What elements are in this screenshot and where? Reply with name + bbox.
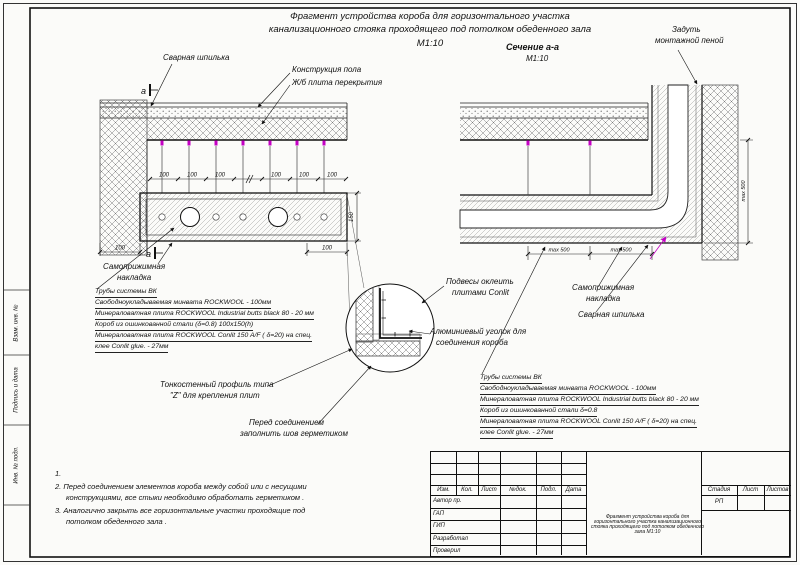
label-angle-line1: Алюминиевый уголок для: [430, 327, 527, 336]
tb-col-kol: Кол.: [461, 486, 473, 493]
dim-label: max 500: [548, 247, 570, 254]
dim-label: 100: [326, 172, 338, 179]
section-scale: М1:10: [526, 54, 549, 63]
spec-left-line: Свободноукладываемая минвата ROCKWOOL - 100мм: [95, 300, 271, 309]
side-strip-podpis: [4, 355, 30, 425]
tb-role-razrabotal: Разработал: [433, 535, 468, 542]
spec-right-line: Минераловатная плита ROCKWOOL Conlit 150 A/F ( δ=20) на спец.: [480, 419, 697, 428]
dim-label: 100: [158, 172, 170, 179]
spec-right-line: Минераловатная плита ROCKWOOL Industrial butts black 80 - 20 мм: [480, 397, 699, 406]
label-foam-line1: Задуть: [672, 25, 701, 34]
spec-right-line: клее Conlit glue. - 27мм: [480, 430, 553, 439]
drawing-title-line1: Фрагмент устройства короба для горизонтального участка: [290, 11, 570, 22]
tb-role-avtor: Автор пр.: [433, 498, 462, 505]
spec-right-line: Свободноукладываемая минвата ROCKWOOL - 100мм: [480, 386, 656, 395]
label-sealant-line1: Перед соединением: [249, 418, 324, 427]
note-line: 2. Перед соединением элементов короба между собой или с несущими: [55, 482, 307, 491]
label-angle-line2: соединения короба: [436, 338, 508, 347]
label-weld-stud-left: Сварная шпилька: [163, 53, 230, 62]
note-line: конструкциями, все стыки необходимо обработать герметиком .: [66, 493, 305, 502]
label-clamp-right-line2: накладка: [586, 294, 621, 303]
dim-label: 100: [298, 172, 310, 179]
side-strip-podpis-label: Подпись и дата: [14, 367, 21, 413]
tb-col-ndok: №док.: [509, 486, 527, 493]
note-line: 1.: [55, 469, 62, 478]
spec-right-line: Короб из ошинкованной стали δ=0.8: [480, 408, 597, 417]
label-clamp-right-line1: Самоприжимная: [572, 283, 635, 292]
tb-col-podl: Подл.: [540, 486, 557, 493]
tb-list-header: Лист: [742, 486, 759, 493]
note-line: 3. Аналогично закрыть все горизонтальные участки проходящие под: [55, 506, 306, 515]
label-z-profile-line2: "Z" для крепления плит: [170, 391, 260, 400]
side-strip-inv: [4, 425, 30, 505]
tb-stage-value: РП: [714, 499, 724, 506]
note-line: потолком обеденного зала .: [66, 517, 167, 526]
dim-label: max 500: [741, 180, 747, 202]
title-block: [430, 451, 790, 557]
dim-label: 100: [270, 172, 282, 179]
dim-label: 150: [349, 211, 355, 223]
tb-listov-header: Листов: [766, 486, 789, 493]
tb-col-data: Дата: [565, 486, 582, 493]
label-clamp-left-line1: Самоприжимная: [103, 262, 166, 271]
section-mark-bottom: а: [145, 249, 151, 259]
drawing-title-scale: М1:10: [416, 38, 444, 49]
section-caption: Сечение а-а: [506, 42, 559, 52]
label-sealant-line2: заполнить шов герметиком: [240, 429, 348, 438]
spec-left-line: клее Conlit glue. - 27мм: [95, 344, 168, 353]
dim-label: 100: [114, 245, 126, 252]
label-foam-line2: монтажной пеной: [655, 36, 724, 45]
side-strip-vzam: [4, 290, 30, 355]
side-strip-vzam-label: Взам. инв. №: [14, 303, 20, 342]
label-slab: Ж/б плита перекрытия: [292, 78, 383, 87]
tb-col-izm: Изм.: [437, 486, 450, 493]
label-z-profile-line1: Тонкостенный профиль типа: [160, 380, 274, 389]
tb-stage-header: Стадия: [707, 486, 731, 493]
dim-label: 100: [186, 172, 198, 179]
drawing-title-line2: канализационного стояка проходящего под потолком обеденного зала: [268, 24, 592, 35]
spec-right-line: Трубы системы ВК: [480, 375, 542, 384]
tb-role-gip: ГИП: [433, 523, 445, 530]
label-floor-construction: Конструкция пола: [292, 65, 362, 74]
label-weld-stud-right: Сварная шпилька: [578, 310, 645, 319]
side-strip-inv-label: Инв. № подл.: [14, 446, 21, 484]
dim-label: 100: [321, 245, 333, 252]
section-mark-top: а: [140, 86, 146, 96]
label-hangers-line2: плитами Conlit: [452, 288, 509, 297]
tb-role-gap: ГАП: [433, 510, 445, 517]
spec-left-line: Минераловатная плита ROCKWOOL Conlit 150 A/F ( δ=20) на спец.: [95, 333, 312, 342]
tb-description: Фрагмент устройства короба для горизонтального участка канализационного стояка проходящего под потолком обеденного зала М1:10: [590, 513, 705, 536]
left-section-drawing: [97, 64, 361, 289]
tb-role-proveril: Проверил: [433, 547, 461, 554]
label-clamp-left-line2: накладка: [117, 273, 152, 282]
dim-label: 100: [214, 172, 226, 179]
spec-left-line: Трубы системы ВК: [95, 289, 157, 298]
label-hangers-line1: Подвесы оклеить: [446, 277, 514, 286]
right-section-drawing: [460, 50, 753, 374]
spec-left-line: Короб из ошинкованной стали (δ=0.8) 100x150(h): [95, 322, 253, 331]
dim-label: max 500: [610, 247, 632, 254]
spec-left-line: Минераловатная плита ROCKWOOL Industrial butts black 80 - 20 мм: [95, 311, 314, 320]
tb-col-list: Лист: [481, 486, 497, 493]
